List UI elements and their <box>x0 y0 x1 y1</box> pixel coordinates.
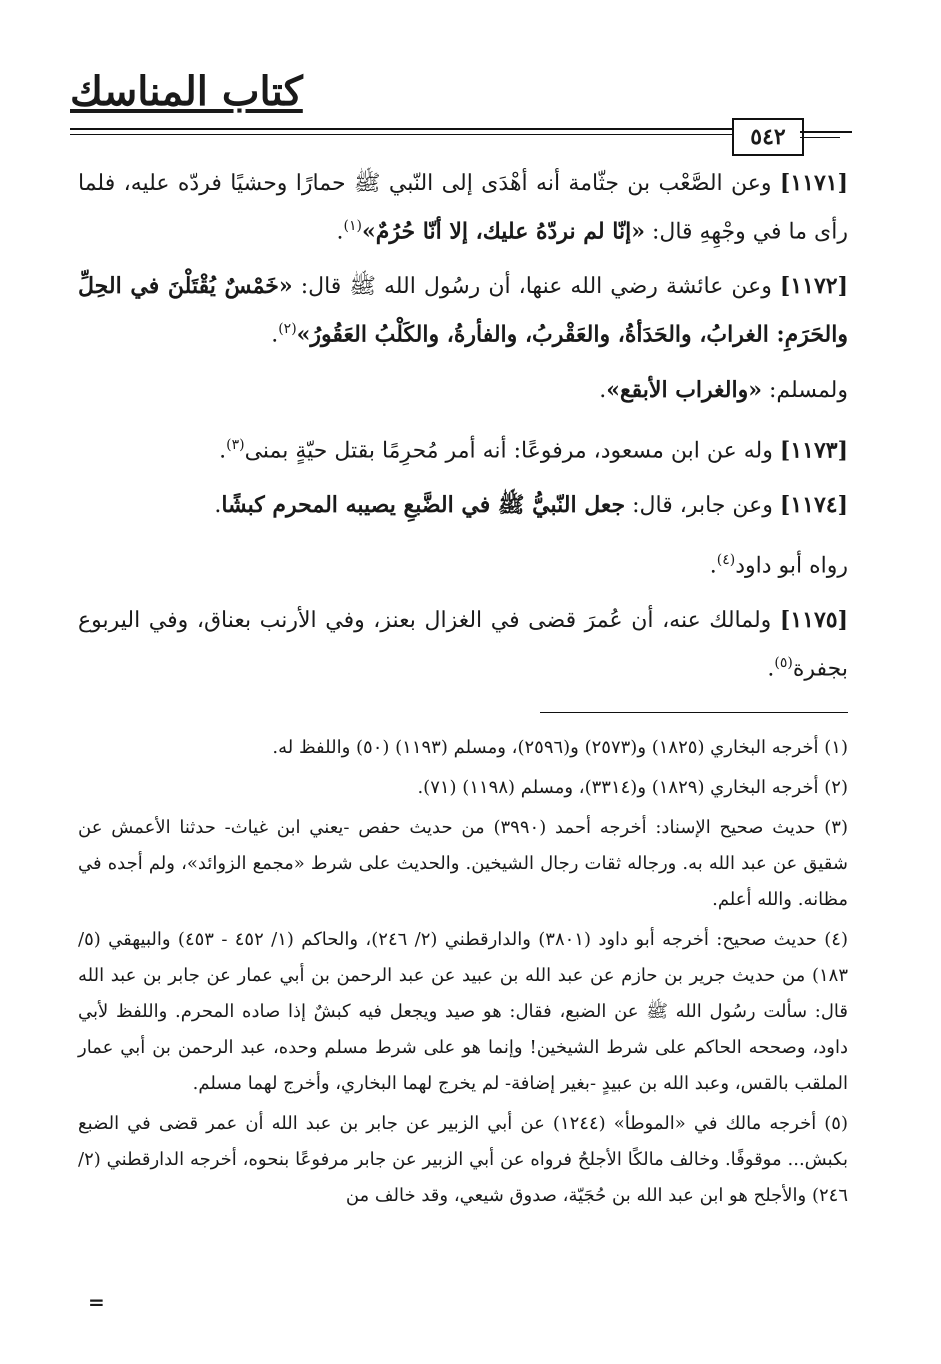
paragraph-1173 <box>78 424 848 472</box>
page-number: ٥٤٢ <box>732 118 804 156</box>
header-rule-thin <box>70 134 790 135</box>
paragraph-muslim <box>78 369 848 412</box>
header-rule-right <box>800 131 852 133</box>
hadith-number: [١١٧٣] <box>779 436 848 463</box>
paragraph-text: ولمالك عنه، أن عُمرَ قضى في الغزال بعنز، وفي الأرنب بعناق، وفي اليربوع بجفرة <box>78 608 848 682</box>
paragraph-end: . <box>219 437 227 463</box>
hadith-number: [١١٧٥] <box>779 607 848 634</box>
main-text <box>78 162 848 703</box>
hadith-number: [١١٧٢] <box>779 273 849 300</box>
paragraph-end: . <box>709 553 717 579</box>
hadith-number: [١١٧٤] <box>779 491 848 518</box>
paragraph-1171 <box>78 162 848 253</box>
header-rule-right-thin <box>800 137 840 138</box>
footnote-3: (٣) حديث صحيح الإسناد: أخرجه أحمد (٣٩٩٠) من حديث حفص -يعني ابن غياث- حدثنا الأعمش عن شقيق عن عبد الله به. ورجاله ثقات رجال الشيخين. والحديث على شرط «مجمع الزوائد»، ولم أجده في مظانه. والله أعلم. <box>78 817 848 910</box>
footnote-4: (٤) حديث صحيح: أخرجه أبو داود (٣٨٠١) والدارقطني (٢/ ٢٤٦)، والحاكم (١/ ٤٥٢ - ٤٥٣) والبيهقي (٥/ ١٨٣) من حديث جرير بن حازم عن عبد الله بن عبيد عن عبد الرحمن بن أبي عمار عن جابر بن عبد الله قال: سألت رسُول الله ﷺ عن الضبع، فقال: هو صيد ويجعل فيه كبشٌ إذا صاده المحرم. واللفظ لأبي داود، وصححه الحاكم على شرط الشيخين! وإنما هو على شرط مسلم وحده، عبد الرحمن بن أبي عمار الملقب بالقس، وعبد الله بن عبيدٍ -بغير إضافة- لم يخرج لهما البخاري، وأخرج لهما مسلم. <box>78 929 848 1094</box>
hadith-quote: «والغراب الأبقع» <box>606 376 762 403</box>
footnote-ref[interactable]: (٤) <box>716 551 736 568</box>
paragraph-1174 <box>78 484 848 527</box>
footnote-ref[interactable]: (٢) <box>278 321 297 338</box>
paragraph-1175 <box>78 599 848 690</box>
paragraph-text: وله عن ابن مسعود، مرفوعًا: أنه أمر مُحرِمًا بقتل حيّةٍ بمنى <box>244 437 780 463</box>
paragraph-text: وعن عائشة رضي الله عنها، أن رسُول الله ﷺ قال: <box>292 274 780 300</box>
footnote-separator <box>540 712 848 713</box>
footnote-ref[interactable]: (٣) <box>226 436 245 453</box>
paragraph-1172 <box>78 265 848 356</box>
running-header-title: كتاب المناسك <box>70 68 303 115</box>
paragraph-text: وعن جابر، قال: <box>625 492 780 518</box>
hadith-quote: «خَمْسٌ يُقْتَلْنَ في الحِلِّ والحَرَمِ: الغرابُ، والحَدَأةُ، والعَقْربُ، والفأرةُ، والكَلْبُ العَقُورُ» <box>78 273 848 348</box>
paragraph-text: وعن الصَّعْب بن جثّامة أنه أهْدَى إلى النّبي ﷺ حمارًا وحشيًا فردّه عليه، فلما رأى ما في وجْهِهِ قال: <box>78 171 848 245</box>
footnote-5: (٥) أخرجه مالك في «الموطأ» (١٢٤٤) عن أبي الزبير عن جابر بن عبد الله أن عمر قضى في الضبع بكبش... موقوفًا. وخالف مالكًا الأجلحُ فرواه عن أبي الزبير عن جابر مرفوعًا بنحوه، أخرجه الدارقطني (٢/ ٢٤٦) والأجلح هو ابن عبد الله بن حُجَيّة، صدوق شيعي، وقد خالف من <box>78 1113 848 1206</box>
hadith-quote: جعل النّبيُّ ﷺ في الضَّبعِ يصيبه المحرم كبشًا <box>221 491 626 518</box>
hadith-quote: «إنّا لم نردّهُ عليك، إلا أنّا حُرُمٌ» <box>361 218 645 245</box>
paragraph-end: . <box>767 656 775 682</box>
footnotes <box>78 730 848 1218</box>
footnote-ref[interactable]: (٥) <box>774 655 793 672</box>
paragraph-end: . <box>214 492 222 518</box>
footnote-1: (١) أخرجه البخاري (١٨٢٥) و(٢٥٧٣) و(٢٥٩٦)، ومسلم (١١٩٣) (٥٠) واللفظ له. <box>272 737 848 758</box>
hadith-number: [١١٧١] <box>779 170 848 196</box>
paragraph-end: . <box>271 322 279 348</box>
paragraph-text: ولمسلم: <box>761 377 848 403</box>
paragraph-abu-dawud <box>78 539 848 587</box>
paragraph-end: . <box>599 377 607 403</box>
header-rule <box>70 128 790 130</box>
footnote-2: (٢) أخرجه البخاري (١٨٢٩) و(٣٣١٤)، ومسلم (١١٩٨) (٧١). <box>417 777 848 798</box>
paragraph-text: رواه أبو داود <box>735 553 848 579</box>
footnote-ref[interactable]: (١) <box>343 218 362 234</box>
continuation-mark: = <box>88 1290 105 1314</box>
paragraph-end: . <box>336 219 344 245</box>
